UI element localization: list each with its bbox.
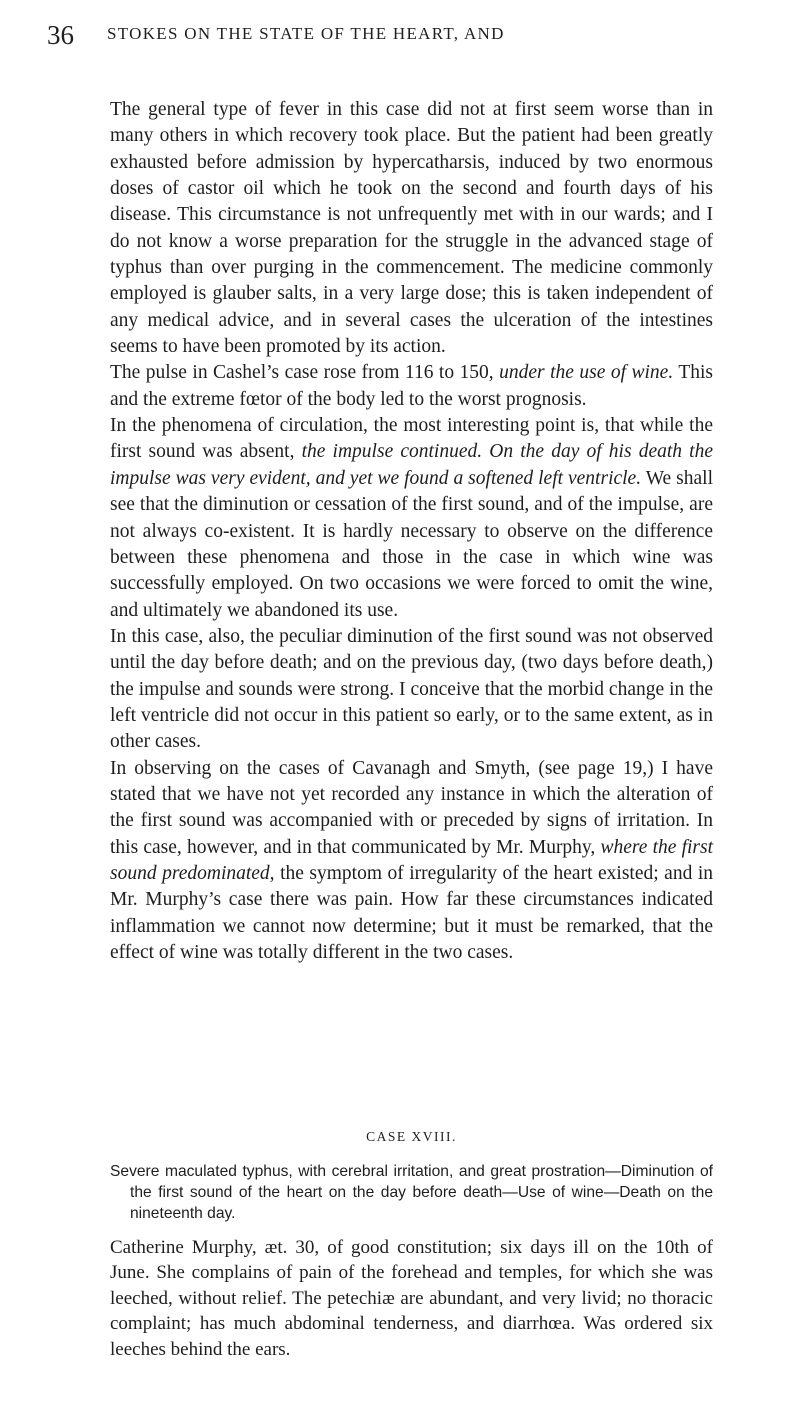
- paragraph-pulse: [110, 360, 713, 413]
- text-segment: We shall see that the diminution or cessation of the first sound, and of the impulse, are not always co-existent. It is hardly necessary to observe on the difference between these phenomena and those in the case in which wine was successfully employed. On two occasions we were forced to omit the wine, and ultimately we abandoned its use.: [110, 467, 713, 621]
- case-summary-text: Severe maculated typhus, with cerebral irritation, and great prostration—Diminution of the first sound of the heart on the day before death—Use of wine—Death on the nineteenth day.: [110, 1163, 713, 1222]
- text-segment: The pulse in Cashel’s case rose from 116 to 150,: [110, 362, 500, 384]
- italic-text: the impulse continued. On the day of his death the impulse was very evident, and yet we found a softened left ventricle.: [110, 441, 713, 489]
- case-body-text: Catherine Murphy, æt. 30, of good constitution; six days ill on the 10th of June. She complains of pain of the forehead and temples, for which she was leeched, without relief. The petechiæ are abundant, and very livid; no thoracic complaint; has much abdominal tenderness, and diarrhœa. Was ordered six leeches behind the ears.: [110, 1237, 713, 1360]
- text-segment: In observing on the cases of Cavanagh and Smyth, (see page 19,) I have stated that we have not yet recorded any instance in which the alteration of the first sound was accompanied with or preceded by signs of irritation. In this case, however, and in that communicated by Mr. Murphy,: [110, 757, 713, 858]
- page-number: 36: [47, 20, 74, 50]
- paragraph-circulation: [110, 413, 713, 624]
- paragraph-cavanagh-smyth: [110, 756, 713, 967]
- text-segment: In the phenomena of circulation, the most interesting point is, that while the first sound was absent,: [110, 415, 713, 463]
- paragraph-fever-type: The general type of fever in this case did not at first seem worse than in many others in which recovery took place. But the patient had been greatly exhausted before admission by hypercatharsis, induced by two enormous doses of castor oil which he took on the second and fourth days of his disease. This circumstance is not unfrequently met with in our wards; and I do not know a worse preparation for the struggle in the advanced stage of typhus than over purging in the commencement. The medicine commonly employed is glauber salts, in a very large dose; this is taken independent of any medical advice, and in several cases the ulceration of the intestines seems to have been promoted by its action.: [110, 99, 713, 358]
- paragraph-first-sound: In this case, also, the peculiar diminution of the first sound was not observed until the day before death; and on the previous day, (two days before death,) the impulse and sounds were strong. I conceive that the morbid change in the left ventricle did not occur in this patient so early, or to the same extent, as in other cases.: [110, 625, 713, 753]
- running-header: [47, 20, 705, 50]
- case-body: [110, 1235, 713, 1362]
- case-summary: [110, 1161, 713, 1224]
- italic-text: under the use of wine.: [499, 362, 674, 384]
- text-segment: This and the extreme fœtor of the body led to the worst prognosis.: [110, 362, 713, 410]
- running-title: STOKES ON THE STATE OF THE HEART, AND: [107, 24, 505, 43]
- italic-text: where the first sound predominated,: [110, 836, 713, 884]
- text-segment: the symptom of irregularity of the heart existed; and in Mr. Murphy’s case there was pain. How far these circumstances indicated inflammation we cannot now determine; but it must be remarked, that the effect of wine was totally different in the two cases.: [110, 862, 713, 963]
- case-heading: CASE XVIII.: [366, 1129, 457, 1144]
- main-text: [110, 97, 713, 966]
